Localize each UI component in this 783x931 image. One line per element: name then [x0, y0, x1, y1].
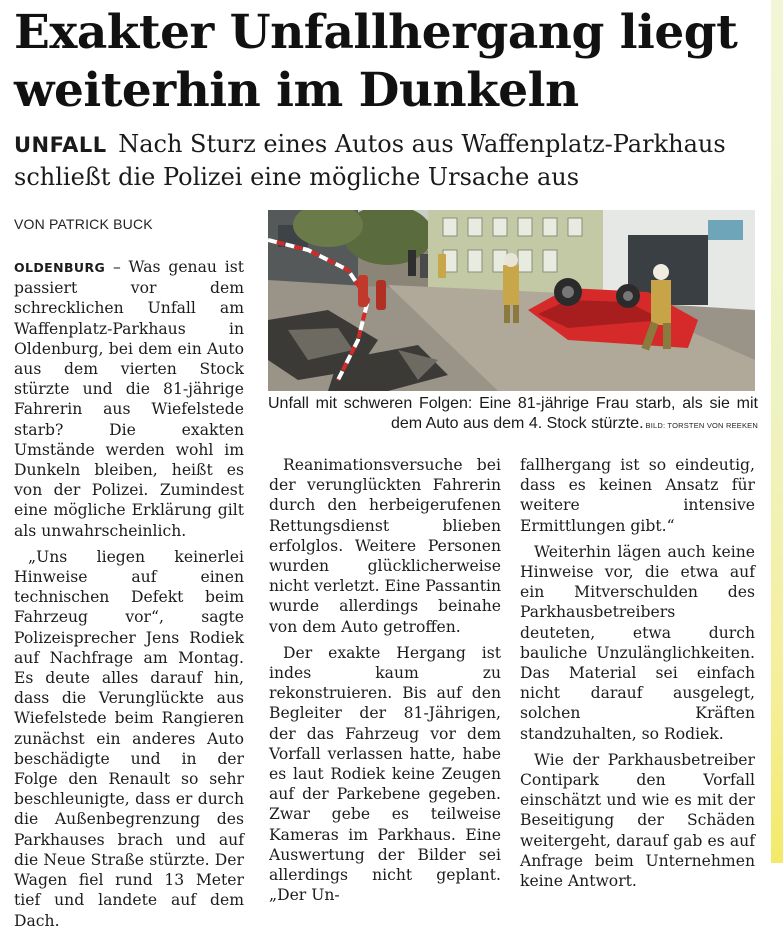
- article-headline: Exakter Unfallhergang liegt weiterhin im Dunkeln: [14, 5, 738, 118]
- photo-credit: BILD: TORSTEN VON REEKEN: [645, 421, 758, 430]
- article-paragraph: „Uns liegen keinerlei Hinweise auf einen technischen Defekt beim Fahrzeug vor“, sagte Polizeisprecher Jens Rodiek auf Nachfrage am Montag. Es deute alles darauf hin, dass die Verunglückte aus Wiefelstede beim Rangieren zunächst ein anderes Auto beschädigte und in der Folge den Renault so sehr beschleunigte, dass er durch die Außenbegrenzung des Parkhauses brach und auf die Neue Straße stürzte. Der Wagen fiel rund 13 Meter tief und landete auf dem Dach.: [14, 547, 244, 930]
- article-column-3: [520, 455, 755, 891]
- article-paragraph: Reanimationsversuche bei der verunglückten Fahrerin durch den herbeigerufenen Rettungsdienst blieben erfolglos. Weitere Personen wurden glücklicherweise nicht verletzt. Eine Passantin wurde allerdings beinahe von dem Auto getroffen.: [269, 456, 501, 636]
- article-column-1: [14, 257, 244, 931]
- article-paragraph: Weiterhin lägen auch keine Hinweise vor, die etwa auf ein Mitverschulden des Parkhausbetreibers deuteten, etwa durch bauliche Unzulänglichkeiten. Das Material sei einfach nicht darauf ausgelegt, solchen Kräften standzuhalten, so Rodiek.: [520, 542, 755, 743]
- article-paragraph: Wie der Parkhausbetreiber Contipark den Vorfall einschätzt und wie es mit der Beseitigung der Schäden weitergeht, darauf gab es auf Anfrage beim Unternehmen keine Antwort.: [520, 750, 755, 891]
- accident-photo: [268, 210, 755, 391]
- article-paragraph: [14, 257, 244, 541]
- article-kicker: UNFALL: [14, 133, 107, 157]
- page-edge-strip: [771, 0, 783, 863]
- photo-caption: [268, 394, 758, 436]
- article-column-2: [269, 455, 501, 905]
- article-lead-text: – Was genau ist passiert vor dem schrecklichen Unfall am Waffenplatz-Parkhaus in Oldenburg, bei dem ein Auto aus dem vierten Stock stürzte und die 81-jährige Fahrerin aus Wiefelstede starb? Die exakten Umstände werden wohl im Dunkeln bleiben, heißt es von der Polizei. Zumindest eine mögliche Erklärung gilt als unwahrscheinlich.: [14, 258, 244, 540]
- photo-caption-text: Unfall mit schweren Folgen: Eine 81-jährige Frau starb, als sie mit dem Auto aus dem 4. Stock stürzte.: [268, 395, 758, 432]
- article-paragraph: fallhergang ist so eindeutig, dass es keinen Ansatz für weitere intensive Ermittlungen gibt.“: [520, 456, 755, 535]
- article-subhead: [14, 128, 759, 193]
- article-byline: VON PATRICK BUCK: [14, 216, 153, 232]
- article-paragraph: Der exakte Hergang ist indes kaum zu rekonstruieren. Bis auf den Begleiter der 81-Jährigen, der das Fahrzeug vor dem Vorfall verlassen hatte, habe es laut Rodiek keine Zeugen auf der Parkebene gegeben. Zwar gebe es teilweise Kameras im Parkhaus. Eine Auswertung der Bilder sei allerdings nicht geplant. „Der Un-: [269, 643, 501, 905]
- article-dateline: OLDENBURG: [14, 260, 106, 275]
- article-subhead-text: Nach Sturz eines Autos aus Waffenplatz-Parkhaus schließt die Polizei eine mögliche Ursache aus: [14, 130, 726, 191]
